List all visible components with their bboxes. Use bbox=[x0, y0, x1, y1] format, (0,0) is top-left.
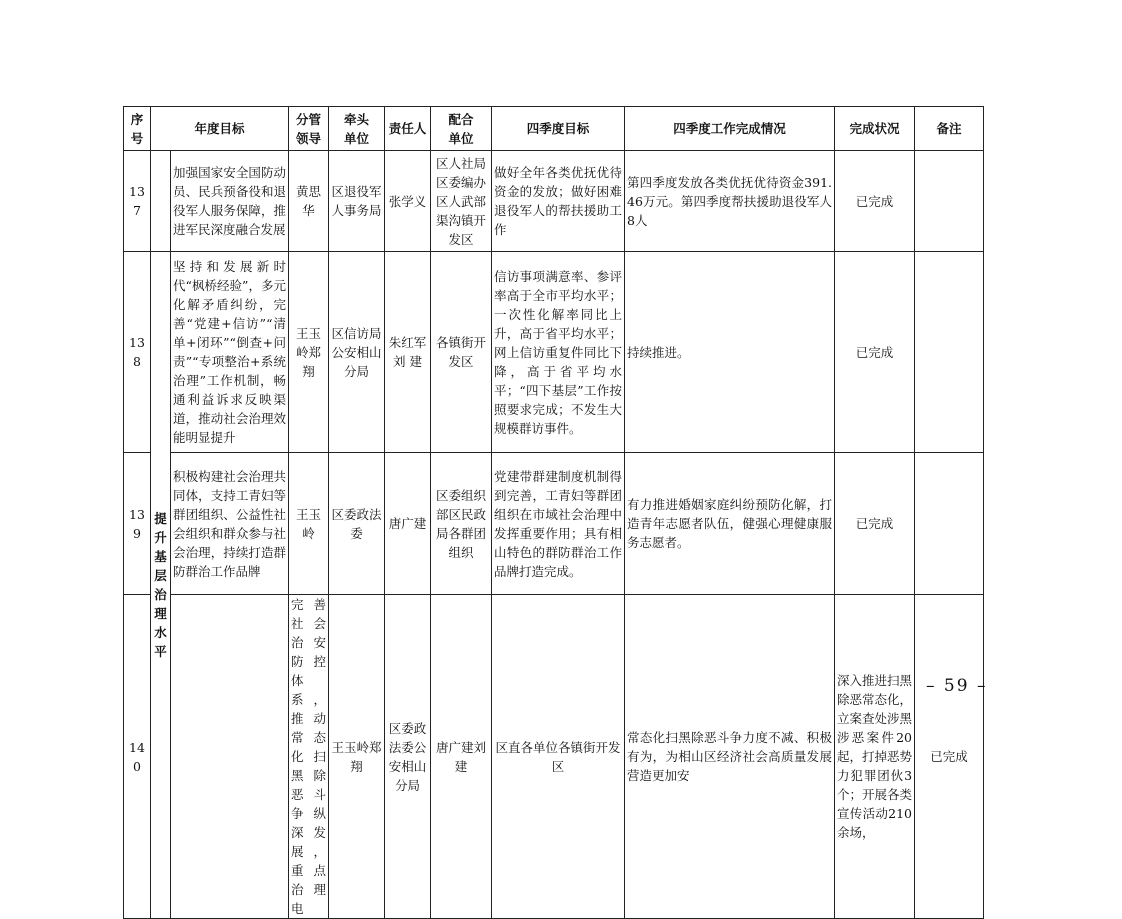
row-number: 140 bbox=[124, 595, 151, 919]
annual-goal: 加强国家安全国防动员、民兵预备役和退役军人服务保障，推进军民深度融合发展 bbox=[171, 151, 289, 252]
row-number: 137 bbox=[124, 151, 151, 252]
remark bbox=[915, 453, 984, 595]
header-q4-goal: 四季度目标 bbox=[492, 107, 625, 151]
status: 已完成 bbox=[835, 453, 915, 595]
leader: 黄思华 bbox=[289, 151, 329, 252]
q4-completion: 第四季度发放各类优抚优待资金391.46万元。第四季度帮扶援助退役军人8人 bbox=[625, 151, 835, 252]
table-row bbox=[124, 595, 984, 919]
q4-completion: 深入推进扫黑除恶常态化，立案查处涉黑涉恶案件20起，打掉恶势力犯罪团伙3个；开展各类宣传活动210余场， bbox=[835, 595, 915, 919]
leader: 王玉岭郑翔 bbox=[329, 595, 385, 919]
responsible-person: 张学义 bbox=[385, 151, 431, 252]
lead-unit: 区信访局公安相山分局 bbox=[329, 252, 385, 453]
annual-goal: 完善社会治安防控体系，推动常态化扫黑除恶斗争纵深发展，重点治理电 bbox=[289, 595, 329, 919]
status: 已完成 bbox=[835, 151, 915, 252]
header-status: 完成状况 bbox=[835, 107, 915, 151]
leader: 王玉岭 bbox=[289, 453, 329, 595]
header-person: 责任人 bbox=[385, 107, 431, 151]
q4-completion: 有力推进婚姻家庭纠纷预防化解，打造青年志愿者队伍，健强心理健康服务志愿者。 bbox=[625, 453, 835, 595]
responsible-person: 朱红军刘 建 bbox=[385, 252, 431, 453]
cooperating-unit: 区人社局区委编办区人武部渠沟镇开发区 bbox=[431, 151, 492, 252]
header-coop-unit: 配合 单位 bbox=[431, 107, 492, 151]
remark bbox=[915, 252, 984, 453]
header-q4-done: 四季度工作完成情况 bbox=[625, 107, 835, 151]
leader: 王玉岭郑翔 bbox=[289, 252, 329, 453]
responsible-person: 唐广建 bbox=[385, 453, 431, 595]
annual-goal: 坚持和发展新时代“枫桥经验”，多元化解矛盾纠纷，完善“党建+信访”“清单+闭环”“倒查+问责”“专项整治+系统治理”工作机制，畅通利益诉求反映渠道，推动社会治理效能明显提升 bbox=[171, 252, 289, 453]
work-table bbox=[123, 106, 984, 919]
q4-goal: 常态化扫黑除恶斗争力度不减、积极有为，为相山区经济社会高质量发展营造更加安 bbox=[625, 595, 835, 919]
status: 已完成 bbox=[835, 252, 915, 453]
cooperating-unit: 区直各单位各镇街开发区 bbox=[492, 595, 625, 919]
annual-goal: 积极构建社会治理共同体，支持工青妇等群团组织、公益性社会组织和群众参与社会治理，持续打造群防群治工作品牌 bbox=[171, 453, 289, 595]
row-number: 139 bbox=[124, 453, 151, 595]
q4-goal: 党建带群建制度机制得到完善，工青妇等群团组织在市域社会治理中发挥重要作用；具有相山特色的群防群治工作品牌打造完成。 bbox=[492, 453, 625, 595]
lead-unit: 区委政法委公安相山分局 bbox=[385, 595, 431, 919]
header-row bbox=[124, 107, 984, 151]
remark bbox=[915, 151, 984, 252]
responsible-person: 唐广建刘 建 bbox=[431, 595, 492, 919]
q4-goal: 做好全年各类优抚优待资金的发放；做好困难退役军人的帮扶援助工作 bbox=[492, 151, 625, 252]
category-label: 提 升 基 层 治 理 水 平 bbox=[151, 252, 171, 919]
row-number: 138 bbox=[124, 252, 151, 453]
table-row bbox=[124, 252, 984, 453]
header-leader: 分管 领导 bbox=[289, 107, 329, 151]
q4-completion: 持续推进。 bbox=[625, 252, 835, 453]
header-remark: 备注 bbox=[915, 107, 984, 151]
cooperating-unit: 各镇街开发区 bbox=[431, 252, 492, 453]
cooperating-unit: 区委组织部区民政局各群团组织 bbox=[431, 453, 492, 595]
header-lead-unit: 牵头 单位 bbox=[329, 107, 385, 151]
header-seq: 序 号 bbox=[124, 107, 151, 151]
lead-unit: 区退役军人事务局 bbox=[329, 151, 385, 252]
table-row bbox=[124, 453, 984, 595]
lead-unit: 区委政法委 bbox=[329, 453, 385, 595]
table-row bbox=[124, 151, 984, 252]
status: 已完成 bbox=[915, 595, 984, 919]
category-cell-empty bbox=[171, 595, 289, 919]
category-cell-empty bbox=[151, 151, 171, 252]
page-number: – 59 – bbox=[926, 676, 988, 696]
q4-goal: 信访事项满意率、参评率高于全市平均水平；一次性化解率同比上升，高于省平均水平；网上信访重复件同比下降，高于省平均水平；“四下基层”工作按照要求完成；不发生大规模群访事件。 bbox=[492, 252, 625, 453]
header-annual-goal: 年度目标 bbox=[151, 107, 289, 151]
